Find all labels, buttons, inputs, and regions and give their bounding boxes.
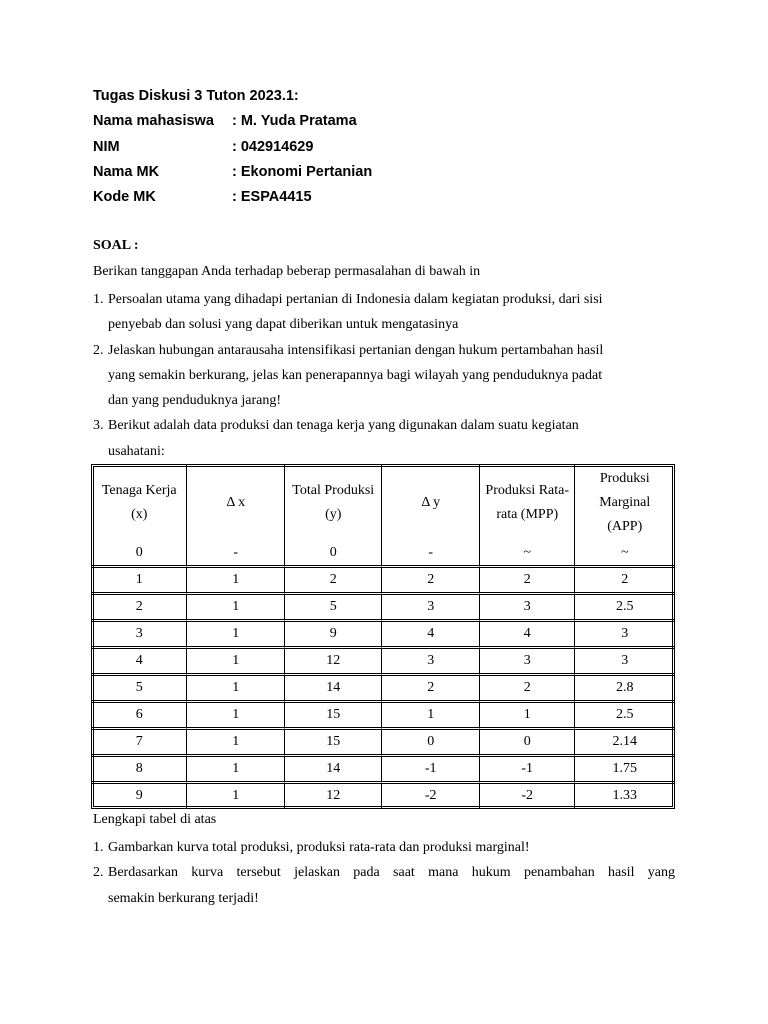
header-line: Δ x [226, 495, 246, 510]
header-line: Δ y [421, 495, 441, 510]
question-line: penyebab dan solusi yang dapat diberikan untuk mengatasinya [108, 317, 459, 333]
table-cell: 4 [480, 622, 575, 649]
question-line: yang semakin berkurang, jelas kan penerapannya bagi wilayah yang penduduknya padat [108, 367, 603, 383]
production-data-table [91, 464, 675, 809]
table-cell: 4 [92, 649, 187, 676]
info-label: NIM [93, 138, 120, 155]
table-cell: 3 [382, 649, 480, 676]
table-cell: 3 [575, 649, 674, 676]
header-line: Produksi Rata- [485, 483, 570, 498]
header-total-production [285, 465, 383, 541]
table-cell: - [382, 541, 480, 568]
header-marginal-production [575, 465, 674, 541]
table-cell: 1 [187, 595, 285, 622]
table-cell: 2.8 [575, 676, 674, 703]
soal-heading: SOAL : [93, 238, 139, 253]
info-row-student-name [93, 111, 372, 136]
table-cell: 0 [480, 730, 575, 757]
table-cell: ~ [480, 541, 575, 568]
table-cell: 2.5 [575, 595, 674, 622]
table-cell: 1 [187, 784, 285, 808]
header-line: (APP) [607, 519, 643, 534]
header-line: Produksi [599, 471, 650, 486]
table-row [92, 622, 674, 649]
info-value: : M. Yuda Pratama [232, 113, 357, 130]
table-cell: 4 [382, 622, 480, 649]
table-cell: - [187, 541, 285, 568]
question-number: 1. [93, 292, 104, 307]
table-cell: 2 [480, 568, 575, 595]
question-number: 2. [93, 342, 104, 358]
info-row-nim [93, 137, 372, 162]
question-line: dan yang penduduknya jarang! [108, 393, 281, 409]
question-line: Jelaskan hubungan antarausaha intensifikasi pertanian dengan hukum pertambahan hasil [108, 342, 604, 358]
header-delta-x [187, 465, 285, 541]
table-row [92, 757, 674, 784]
task-number: 1. [93, 840, 104, 855]
info-label: Kode MK [93, 189, 156, 206]
table-cell: 14 [285, 676, 383, 703]
table-instruction: Lengkapi tabel di atas [93, 812, 217, 827]
table-row [92, 703, 674, 730]
question-line: usahatani: [108, 443, 165, 459]
table-cell: ~ [575, 541, 674, 568]
header-average-production [480, 465, 575, 541]
question-item [93, 287, 675, 338]
table-row [92, 595, 674, 622]
table-cell: 0 [92, 541, 187, 568]
table-cell: 2 [382, 568, 480, 595]
header-line: Marginal [599, 495, 651, 510]
table-cell: 7 [92, 730, 187, 757]
question-list [93, 287, 675, 464]
question-item [93, 413, 675, 464]
table-cell: 0 [382, 730, 480, 757]
soal-intro: Berikan tanggapan Anda terhadap beberap permasalahan di bawah in [93, 264, 481, 279]
table-row [92, 649, 674, 676]
table-body [92, 541, 674, 808]
table-cell: 3 [480, 649, 575, 676]
table-row [92, 676, 674, 703]
task-item [93, 860, 675, 911]
table-cell: -1 [480, 757, 575, 784]
question-number: 3. [93, 418, 104, 434]
table-cell: 1 [187, 676, 285, 703]
table-cell: 1 [187, 649, 285, 676]
header-line: Tenaga Kerja [101, 483, 177, 498]
info-label: Nama MK [93, 163, 160, 180]
task-list [93, 835, 675, 911]
table-cell: -2 [480, 784, 575, 808]
table-cell: 2 [382, 676, 480, 703]
table-row [92, 541, 674, 568]
question-line: Persoalan utama yang dihadapi pertanian di Indonesia dalam kegiatan produksi, dari sisi [108, 292, 603, 307]
task-number: 2. [93, 865, 104, 881]
table-cell: 15 [285, 703, 383, 730]
header-delta-y [382, 465, 480, 541]
info-row-course-name [93, 162, 372, 187]
info-value: : Ekonomi Pertanian [232, 163, 373, 180]
header-line: rata (MPP) [496, 507, 559, 522]
header-line: (y) [325, 507, 342, 522]
table-cell: 8 [92, 757, 187, 784]
table-cell: 1 [480, 703, 575, 730]
task-line: Berdasarkan kurva tersebut jelaskan pada saat mana hukum penambahan hasil yang [108, 865, 675, 881]
table-cell: 0 [285, 541, 383, 568]
task-item [93, 835, 675, 860]
table-cell: 9 [92, 784, 187, 808]
question-line: Berikut adalah data produksi dan tenaga kerja yang digunakan dalam suatu kegiatan [108, 418, 579, 434]
table-cell: 2.5 [575, 703, 674, 730]
table-cell: 15 [285, 730, 383, 757]
table-cell: 3 [382, 595, 480, 622]
info-row-course-code [93, 187, 372, 212]
table-cell: 3 [92, 622, 187, 649]
table-cell: 12 [285, 784, 383, 808]
table-cell: -2 [382, 784, 480, 808]
table-cell: 5 [92, 676, 187, 703]
table-cell: 1 [187, 622, 285, 649]
table-cell: 2.14 [575, 730, 674, 757]
table-cell: 1.33 [612, 788, 637, 803]
table-cell: 9 [285, 622, 383, 649]
table-cell: 1 [187, 568, 285, 595]
table-cell: 3 [575, 622, 674, 649]
table-cell: 2 [575, 568, 674, 595]
table-cell: 1 [92, 568, 187, 595]
table-cell: 2 [92, 595, 187, 622]
header-line: (x) [131, 507, 148, 522]
table-cell: 2 [480, 676, 575, 703]
task-line: Gambarkan kurva total produksi, produksi rata-rata dan produksi marginal! [108, 840, 530, 855]
task-line: semakin berkurang terjadi! [108, 890, 259, 906]
info-label: Nama mahasiswa [93, 113, 214, 130]
info-value: : ESPA4415 [232, 189, 312, 206]
table-row [92, 568, 674, 595]
table-cell: -1 [382, 757, 480, 784]
table-cell: 1 [382, 703, 480, 730]
table-header-row [92, 465, 674, 541]
table-cell: 5 [285, 595, 383, 622]
table-cell: 6 [92, 703, 187, 730]
table-cell: 1 [187, 757, 285, 784]
table-cell: 3 [480, 595, 575, 622]
table-cell: 12 [285, 649, 383, 676]
table-cell: 14 [285, 757, 383, 784]
info-value: : 042914629 [232, 138, 314, 155]
table-cell: 1 [187, 730, 285, 757]
header-line: Total Produksi [292, 483, 375, 498]
question-item [93, 338, 675, 414]
student-info-header [93, 86, 372, 212]
table-row [92, 730, 674, 757]
table-cell: 1.75 [575, 757, 674, 784]
assignment-title: Tugas Diskusi 3 Tuton 2023.1: [93, 88, 299, 104]
table-row [92, 784, 674, 808]
header-labor [92, 465, 187, 541]
table-cell: 1 [187, 703, 285, 730]
table-cell: 2 [285, 568, 383, 595]
